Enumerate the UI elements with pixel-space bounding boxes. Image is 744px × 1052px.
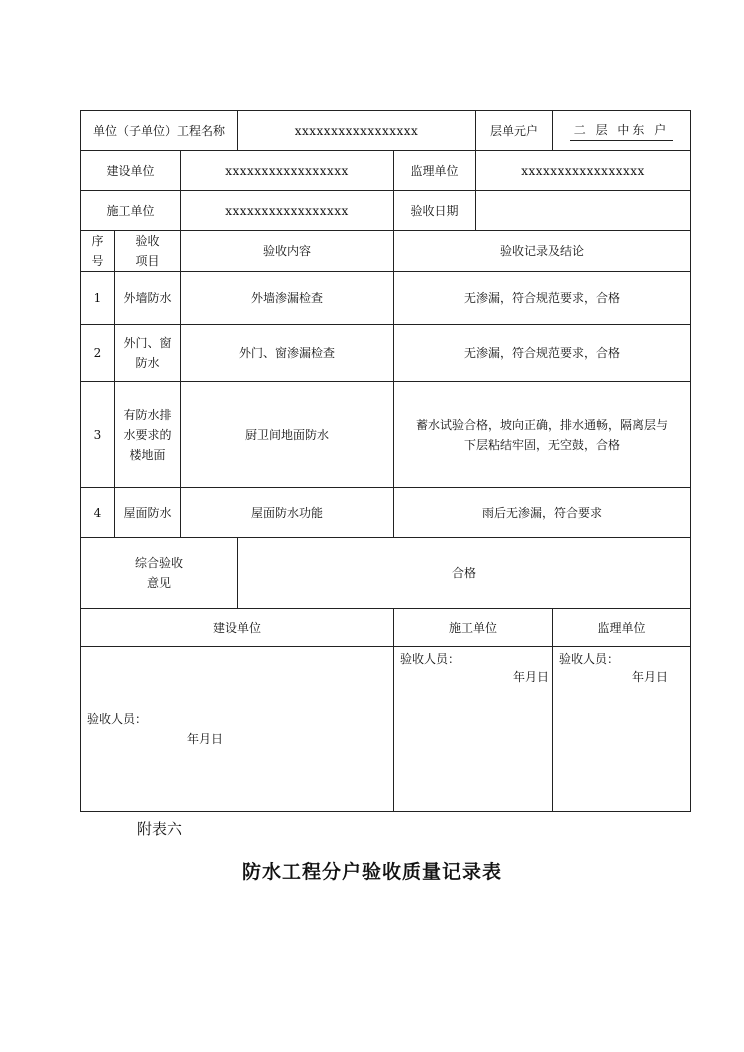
row-seq: 3 — [81, 382, 115, 488]
table-row — [81, 272, 691, 325]
row-content: 厨卫间地面防水 — [181, 382, 394, 488]
table-row — [81, 325, 691, 382]
summary-label-line2: 意见 — [147, 576, 172, 590]
construction-unit-value: xxxxxxxxxxxxxxxxx — [181, 151, 394, 191]
item-header-line1: 验收 — [135, 234, 160, 248]
supervision-sign-cell — [553, 647, 691, 812]
column-header-row — [81, 231, 691, 272]
builder-unit-row — [81, 191, 691, 231]
row-item-line: 防水 — [135, 356, 160, 370]
construction-unit-row — [81, 151, 691, 191]
inspector-label: 验收人员： — [400, 652, 461, 666]
row-item-line: 屋面防水 — [123, 505, 172, 520]
content-header: 验收内容 — [181, 231, 394, 272]
document-title: 防水工程分户验收质量记录表 — [241, 861, 502, 883]
seq-header — [81, 231, 115, 272]
supervision-unit-value: xxxxxxxxxxxxxxxxx — [476, 151, 691, 191]
signature-builder-unit: 施工单位 — [394, 609, 553, 647]
signature-body-row — [81, 647, 691, 812]
builder-sign-cell — [394, 647, 553, 812]
sign-date: 年月日 — [632, 670, 669, 684]
row-content: 屋面防水功能 — [181, 488, 394, 538]
row-item — [115, 325, 181, 382]
row-record-line: 无渗漏，符合规范要求，合格 — [464, 346, 621, 360]
inspector-label: 验收人员： — [559, 652, 620, 666]
row-item-line: 水要求的 — [123, 427, 172, 442]
appendix-label: 附表六 — [137, 820, 183, 838]
seq-header-line2: 号 — [91, 254, 104, 268]
floor-unit-value: 二 层 中东 户 — [570, 120, 673, 141]
row-content: 外墙渗漏检查 — [181, 272, 394, 325]
summary-label — [81, 538, 238, 609]
row-record — [394, 272, 691, 325]
row-item-line: 外墙防水 — [123, 291, 172, 305]
project-name-label: 单位（子单位）工程名称 — [81, 111, 238, 151]
item-header — [115, 231, 181, 272]
row-seq: 2 — [81, 325, 115, 382]
row-item — [115, 272, 181, 325]
row-seq: 1 — [81, 272, 115, 325]
builder-unit-label: 施工单位 — [81, 191, 181, 231]
acceptance-record-table — [80, 110, 691, 812]
acceptance-date-label: 验收日期 — [394, 191, 476, 231]
builder-unit-value: xxxxxxxxxxxxxxxxx — [181, 191, 394, 231]
construction-unit-label: 建设单位 — [81, 151, 181, 191]
row-item — [115, 488, 181, 538]
row-item — [115, 382, 181, 488]
project-name-value: xxxxxxxxxxxxxxxxx — [238, 111, 476, 151]
row-record-line: 无渗漏，符合规范要求，合格 — [464, 291, 621, 305]
sign-date: 年月日 — [513, 670, 550, 684]
row-item-line: 外门、窗 — [123, 336, 172, 350]
record-header: 验收记录及结论 — [394, 231, 691, 272]
row-content: 外门、窗渗漏检查 — [181, 325, 394, 382]
signature-construction-unit: 建设单位 — [81, 609, 394, 647]
table-row — [81, 382, 691, 488]
row-record — [394, 382, 691, 488]
construction-sign-cell — [81, 647, 394, 812]
row-record-line: 雨后无渗漏，符合要求 — [482, 505, 603, 520]
row-record — [394, 488, 691, 538]
row-item-line: 楼地面 — [129, 447, 166, 462]
floor-unit-label: 层单元户 — [476, 111, 553, 151]
seq-header-line1: 序 — [91, 234, 104, 248]
row-record — [394, 325, 691, 382]
summary-row — [81, 538, 691, 609]
floor-unit-cell — [553, 111, 691, 151]
table-row — [81, 488, 691, 538]
supervision-unit-label: 监理单位 — [394, 151, 476, 191]
row-record-line: 蓄水试验合格，坡向正确，排水通畅，隔离层与 — [416, 417, 669, 432]
item-header-line2: 项目 — [135, 254, 160, 268]
row-seq: 4 — [81, 488, 115, 538]
project-name-row — [81, 111, 691, 151]
row-record-line: 下层粘结牢固，无空鼓，合格 — [464, 437, 621, 452]
signature-header-row — [81, 609, 691, 647]
signature-supervision-unit: 监理单位 — [553, 609, 691, 647]
summary-label-line1: 综合验收 — [135, 556, 184, 570]
acceptance-date-value — [476, 191, 691, 231]
row-item-line: 有防水排 — [123, 407, 172, 422]
summary-value: 合格 — [238, 538, 691, 609]
sign-date: 年月日 — [187, 732, 224, 746]
inspector-label: 验收人员： — [87, 712, 148, 726]
